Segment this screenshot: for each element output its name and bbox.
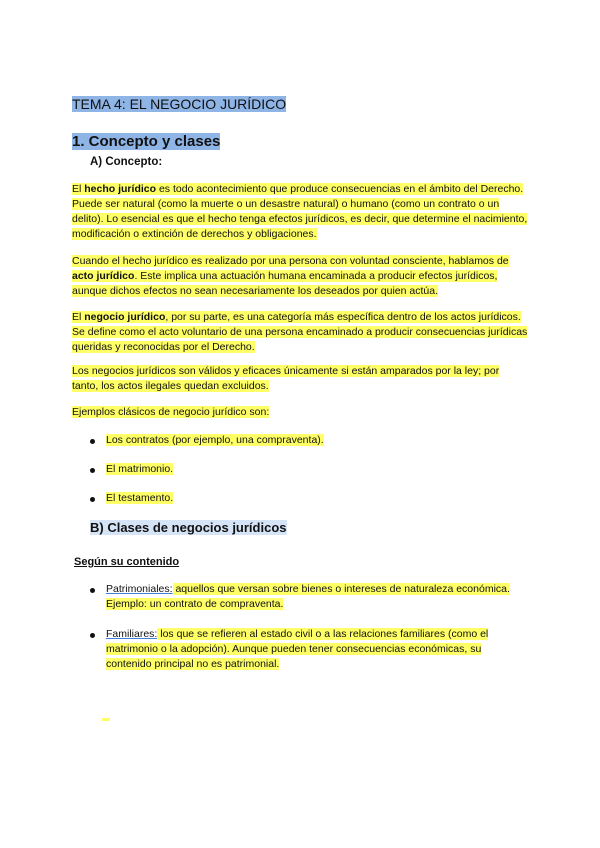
paragraph-ejemplos — [72, 405, 528, 420]
paragraph-validez — [72, 364, 528, 394]
list-item — [72, 582, 528, 612]
paragraph-negocio-juridico — [72, 310, 528, 355]
paragraph-text: Los negocios jurídicos son válidos y eficaces únicamente si están amparados por la ley; por tanto, los actos ilegales quedan excluidos. — [72, 365, 500, 392]
paragraph-text: , por su parte, es una categoría más específica dentro de los actos jurídicos. Se define como el acto voluntario de una persona encaminado a producir consecuencias jurídicas queridas y reconocidas por el Derecho. — [72, 311, 528, 353]
term-negocio-juridico: negocio jurídico — [84, 311, 166, 323]
section-heading-text: 1. Concepto y clases — [72, 133, 221, 150]
paragraph-text: . Este implica una actuación humana encaminada a producir efectos jurídicos, aunque dichos efectos no sean necesariamente los deseados por quien actúa. — [72, 270, 498, 297]
section-heading — [72, 133, 220, 150]
term-acto-juridico: acto jurídico — [72, 270, 135, 282]
list-item — [72, 627, 528, 672]
list-item-text: El matrimonio. — [106, 463, 174, 475]
class-description: aquellos que versan sobre bienes o intereses de naturaleza económica. Ejemplo: un contrato de compraventa. — [106, 583, 510, 610]
stray-highlight-mark — [102, 718, 110, 721]
classes-list — [72, 582, 528, 672]
paragraph-text: El — [72, 183, 85, 195]
bullet-icon — [90, 633, 95, 638]
subsection-heading-text: B) Clases de negocios jurídico — [90, 520, 280, 535]
bullet-icon — [90, 439, 95, 444]
list-item-text: El testamento. — [106, 492, 174, 504]
paragraph-acto-juridico — [72, 254, 528, 299]
term-hecho-juridico: hecho jurídico — [84, 183, 157, 195]
page-title — [72, 96, 286, 112]
subsection-heading-tail: s — [279, 520, 287, 535]
paragraph-text: El — [72, 311, 85, 323]
bullet-icon — [90, 497, 95, 502]
title-text: TEMA 4: EL NEGOCIO JURÍDICO — [72, 96, 287, 112]
subsection-heading-concepto: A) Concepto: — [90, 156, 163, 168]
class-label-familiares: Familiares: — [106, 628, 158, 640]
paragraph-text: es todo acontecimiento que produce consecuencias en el ámbito del Derecho. Puede ser natural (como la muerte o un desastre natural) o humano (como un contrato o un delito). Lo esencial es que el hecho tenga efectos jurídicos, es decir, que determine el nacimiento, modificación o extinción de derechos y obligaciones. — [72, 183, 528, 240]
paragraph-hecho-juridico — [72, 182, 528, 242]
examples-list — [72, 433, 528, 506]
paragraph-text: Cuando el hecho jurídico es realizado por una persona con voluntad consciente, hablamos de — [72, 255, 509, 267]
list-item — [72, 433, 528, 448]
list-item — [72, 491, 528, 506]
classification-subhead: Según su contenido — [74, 556, 180, 568]
paragraph-text: Ejemplos clásicos de negocio jurídico son: — [72, 406, 270, 418]
class-label-patrimoniales: Patrimoniales: — [106, 583, 173, 595]
subsection-heading-clases — [90, 520, 287, 535]
list-item — [72, 462, 528, 477]
bullet-icon — [90, 588, 95, 593]
list-item-text: Los contratos (por ejemplo, una compraventa). — [106, 434, 324, 446]
bullet-icon — [90, 468, 95, 473]
class-description: los que se refieren al estado civil o a las relaciones familiares (como el matrimonio o la adopción). Aunque pueden tener consecuencias económicas, su contenido principal no es patrimonial. — [106, 628, 489, 670]
